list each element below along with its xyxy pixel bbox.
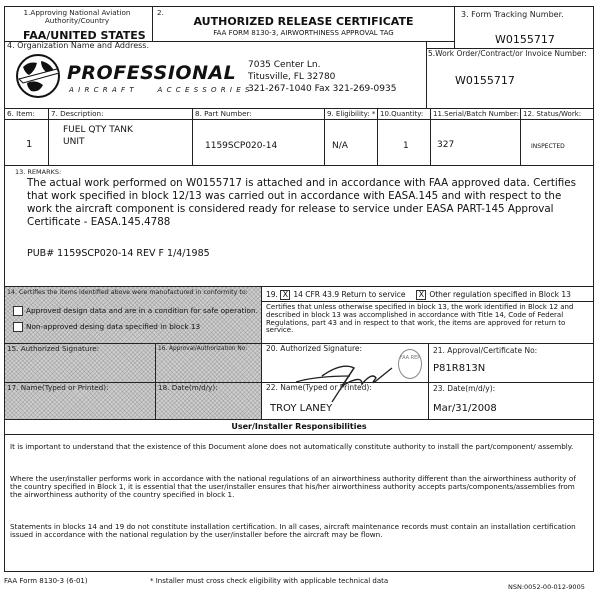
block-5-value: W0155717 [455,74,515,87]
block-20-signature [261,343,429,383]
block-1-authority [4,6,153,42]
faa-stamp: FAA REP [398,349,422,379]
block-15-label: 15. Authorized Signature: [7,344,100,353]
block-19-return-to-service [261,286,594,344]
header-eligibility-label: 9. Eligibility: * [327,110,376,118]
block-21-label: 21. Approval/Certificate No: [433,346,538,355]
block-4-label: 4. Organization Name and Address. [7,41,150,50]
certificate-title: AUTHORIZED RELEASE CERTIFICATE [193,15,414,28]
block-21-certificate-no [428,343,594,383]
eligibility: N/A [332,141,348,151]
block-21-value: P81R813N [433,363,486,374]
item-number: 1 [26,139,33,150]
remarks-pub: PUB# 1159SCP020-14 REV F 1/4/1985 [27,248,210,259]
serial-number: 327 [437,140,455,150]
responsibilities-title-bar [4,419,594,435]
block-5-label: 5.Work Order/Contract/or Invoice Number: [428,49,587,58]
block-13-label: 13. REMARKS: [15,168,62,176]
company-logo-name: PROFESSIONAL [67,62,237,84]
block-23-label: 23. Date(m/d/y): [433,384,496,393]
cell-item [4,119,49,166]
footer-note: * Installer must cross check eligibility with applicable technical data [150,577,389,585]
cell-eligibility [324,119,378,166]
block-13-remarks [4,165,594,287]
phone-fax: 321-267-1040 Fax 321-269-0935 [248,84,397,94]
block-17-label: 17. Name(Typed or Printed): [7,383,109,392]
responsibilities-body [4,434,594,572]
header-item-label: 6. Item: [7,109,35,118]
block-22-value: TROY LANEY [270,403,333,414]
block-3-value: W0155717 [495,33,555,46]
block-1-value: FAA/UNITED STATES [23,29,146,42]
cell-description [48,119,193,166]
block-18-label: 18. Date(m/d/y): [158,383,218,392]
header-status-label: 12. Status/Work: [523,110,582,118]
block-4-organization [4,41,427,109]
block-15-signature [4,343,156,383]
other-regulation-checkbox[interactable]: X [416,290,426,300]
block-1-label: 1.Approving National Aviation Authority/Country [23,8,131,25]
footer-form-id: FAA Form 8130-3 (6-01) [4,577,88,585]
cell-part-number [192,119,325,166]
company-logo-tagline: AIRCRAFT ACCESSORIES [69,86,254,94]
status-work: INSPECTED [531,143,565,150]
non-approved-design-label: Non-approved desing data specified in block 13 [26,322,201,331]
remarks-paragraph: The actual work performed on W0155717 is attached and in accordance with FAA approved data. Certifies that work specified in block 12/13 was carried out in accordance with EASA.145 and with respect to the work the aircraft component is considered ready for release to service under EASA PART-145 Approval Certificate - EASA.145.4788 [27,177,576,228]
description-line-2: UNIT [63,137,85,147]
block-20-label: 20. Authorized Signature: [266,344,363,353]
block-16-label: 16. Approval/Authorization No: [158,346,248,352]
responsibilities-title: User/Installer Responsibilities [231,422,367,431]
globe-logo-icon [15,53,61,99]
block-18-date [155,382,262,420]
block-19-label: 19. [266,290,278,299]
address-line-2: Titusville, FL 32780 [248,72,336,82]
other-regulation-label: Other regulation specified in Block 13 [429,290,571,299]
quantity: 1 [403,141,409,151]
block-19-options [266,290,571,300]
block-19-divider [262,301,593,302]
block-14-conformity [4,286,262,344]
footer-nsn: NSN:0052-00-012-9005 [508,583,585,591]
block-19-text: Certifies that unless otherwise specified in block 13, the work identified in Block 12 and described in block 13 was accomplished in accordance with Title 14, Code of Federal Regulations, part 43 and in respect to that work, the items are approved for return to service. [266,303,574,335]
block-3-tracking [454,6,594,49]
header-quantity-label: 10.Quantity: [380,110,424,118]
block-2-title [152,6,455,42]
block-22-name [261,382,429,420]
part-number: 1159SCP020-14 [205,141,278,151]
items-table [4,108,594,166]
approved-design-checkbox[interactable] [13,306,23,316]
responsibilities-p1: It is important to understand that the existence of this Document alone does not automatically constitute authority to install the part/component/ assembly. [10,442,574,451]
block-5-work-order [426,48,594,109]
cell-status [520,119,594,166]
block-3-label: 3. Form Tracking Number. [461,10,564,19]
address-line-1: 7035 Center Ln. [248,60,321,70]
certificate-subtitle: FAA FORM 8130-3, AIRWORTHINESS APPROVAL TAG [213,29,394,37]
block-23-value: Mar/31/2008 [433,403,497,414]
non-approved-design-checkbox[interactable] [13,322,23,332]
responsibilities-p2: Where the user/installer performs work in accordance with the national regulations of an airworthiness authority different than the airworthiness authority of the country specified in Block 1, it is essential that the user/installer ensures that his/her airworthiness authority accepts parts/components/assemblies from the airworthiness authority of the country specified in block 1. [10,474,576,500]
cfr-43-9-label: 14 CFR 43.9 Return to service [293,290,406,299]
header-serial-label: 11.Serial/Batch Number: [433,110,519,118]
cell-serial [430,119,521,166]
description-line-1: FUEL QTY TANK [63,125,133,135]
block-22-label: 22. Name(Typed or Printed): [266,383,372,392]
responsibilities-p3: Statements in blocks 14 and 19 do not constitute installation certification. In all cases, aircraft maintenance records must contain an installation certification issued in accordance with the national regulation by the user/installer before the aircraft may be flown. [10,522,576,540]
block-23-date [428,382,594,420]
block-14-option-2[interactable] [13,322,200,332]
block-2-label: 2. [157,8,164,17]
block-14-option-1[interactable] [13,306,258,316]
cfr-43-9-checkbox[interactable]: X [280,290,290,300]
header-description-label: 7. Description: [51,109,104,118]
cell-quantity [377,119,431,166]
approved-design-label: Approved design data and are in a condition for safe operation. [26,306,258,315]
block-14-label: 14. Certifies the items identified above were manufactured in conformity to: [7,289,248,296]
block-17-name [4,382,156,420]
header-part-number-label: 8. Part Number: [195,109,252,118]
block-16-authorization [155,343,262,383]
